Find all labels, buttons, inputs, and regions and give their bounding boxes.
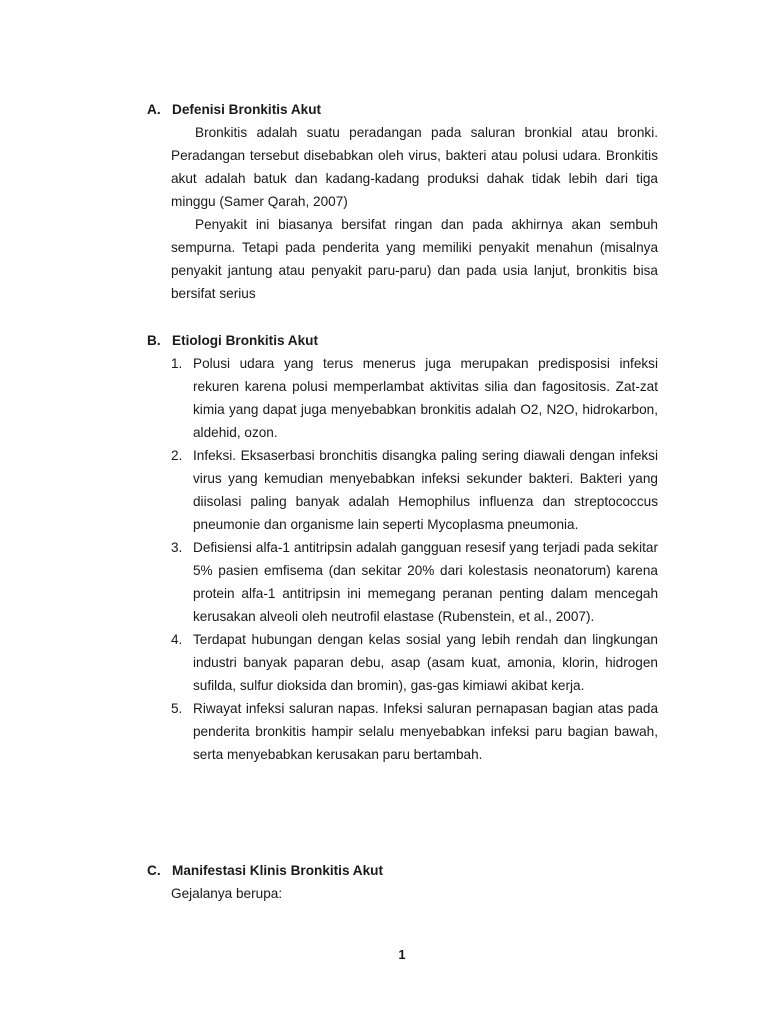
list-number: 5. bbox=[171, 701, 183, 716]
paragraph: Penyakit ini biasanya bersifat ringan dan pada akhirnya akan sembuh sempurna. Tetapi pada penderita yang memiliki penyakit menahun (misalnya penyakit jantung atau penyakit paru-paru) dan pada usia lanjut, bronkitis bisa bersifat serius bbox=[171, 217, 658, 301]
section-letter: A. bbox=[147, 102, 161, 117]
section-body bbox=[171, 121, 658, 305]
section-title: Manifestasi Klinis Bronkitis Akut bbox=[172, 863, 383, 878]
list-item bbox=[171, 697, 658, 766]
section-letter: C. bbox=[147, 863, 161, 878]
section-heading bbox=[147, 859, 658, 882]
section-heading bbox=[147, 329, 658, 352]
section-title: Defenisi Bronkitis Akut bbox=[172, 102, 322, 117]
list-number: 4. bbox=[171, 632, 183, 647]
list-item bbox=[171, 628, 658, 697]
section-definition bbox=[147, 98, 658, 305]
list-item bbox=[171, 536, 658, 628]
paragraph: Bronkitis adalah suatu peradangan pada saluran bronkial atau bronki. Peradangan tersebut disebabkan oleh virus, bakteri atau polusi udara. Bronkitis akut adalah batuk dan kadang-kadang produksi dahak tidak lebih dari tiga minggu (Samer Qarah, 2007) bbox=[171, 125, 658, 209]
list-number: 3. bbox=[171, 540, 183, 555]
section-letter: B. bbox=[147, 333, 161, 348]
list-text: Polusi udara yang terus menerus juga merupakan predisposisi infeksi rekuren karena polusi memperlambat aktivitas silia dan fagositosis. Zat-zat kimia yang dapat juga menyebabkan bronkitis adalah O2, N2O, hidrokarbon, aldehid, ozon. bbox=[193, 356, 658, 440]
list-item bbox=[171, 444, 658, 536]
list-text: Infeksi. Eksaserbasi bronchitis disangka paling sering diawali dengan infeksi virus yang kemudian menyebabkan infeksi sekunder bakteri. Bakteri yang diisolasi paling banyak adalah Hemophilus influenza dan streptococcus pneumonie dan organisme lain seperti Mycoplasma pneumonia. bbox=[193, 448, 658, 532]
list-text: Terdapat hubungan dengan kelas sosial yang lebih rendah dan lingkungan industri banyak paparan debu, asap (asam kuat, amonia, klorin, hidrogen sufilda, sulfur dioksida dan bromin), gas-gas kimiawi akibat kerja. bbox=[193, 632, 658, 693]
section-etiology bbox=[147, 329, 658, 766]
list-item bbox=[171, 352, 658, 444]
list-text: Defisiensi alfa-1 antitripsin adalah gangguan resesif yang terjadi pada sekitar 5% pasien emfisema (dan sekitar 20% dari kolestasis neonatorum) karena protein alfa-1 antitripsin ini memegang peranan penting dalam mencegah kerusakan alveoli oleh neutrofil elastase (Rubenstein, et al., 2007). bbox=[193, 540, 658, 624]
section-body bbox=[171, 882, 658, 905]
paragraph: Gejalanya berupa: bbox=[171, 886, 283, 901]
list-number: 2. bbox=[171, 448, 183, 463]
section-title: Etiologi Bronkitis Akut bbox=[172, 333, 319, 348]
section-clinical-manifestation bbox=[147, 859, 658, 905]
list-text: Riwayat infeksi saluran napas. Infeksi saluran pernapasan bagian atas pada penderita bronkitis hampir selalu menyebabkan infeksi paru bagian bawah, serta menyebabkan kerusakan paru bertambah. bbox=[193, 701, 658, 762]
section-heading bbox=[147, 98, 658, 121]
list-number: 1. bbox=[171, 356, 183, 371]
etiology-list bbox=[171, 352, 658, 766]
section-body bbox=[171, 352, 658, 766]
page-number: 1 bbox=[398, 947, 406, 962]
